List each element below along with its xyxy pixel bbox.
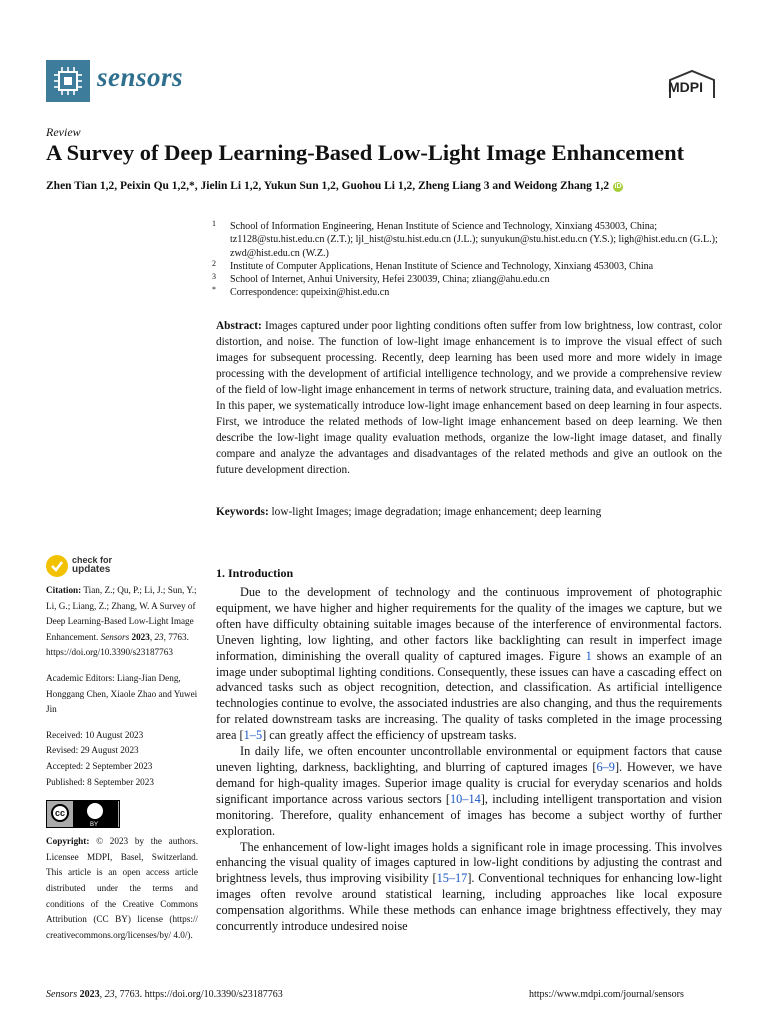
cc-by-license-icon[interactable] — [46, 800, 120, 828]
keywords-label: Keywords: — [216, 506, 269, 518]
keywords — [216, 506, 722, 518]
body-text — [216, 585, 722, 935]
affiliation-mark: 3 — [212, 272, 216, 282]
abstract-text: Images captured under poor lighting conditions often suffer from low brightness, low contrast, color distortion, and noise. The function of low-light image enhancement is to improve the visual effect of such images for subsequent processing. Recently, deep learning has been used more and more widely in image processing with the development of artificial intelligence technology, and we provide a comprehensive review of the field of low-light image enhancement in terms of network structure, training data, and evaluation metrics. In this paper, we systematically introduce low-light image enhancement based on deep learning in four aspects. First, we introduce the related methods of low-light image enhancement based on deep learning. We then describe the low-light image quality evaluation methods, organize the low-light image dataset, and finally compare and analyze the advantages and disadvantages of the related methods and give an outlook on the future development direction. — [216, 320, 723, 476]
citation-journal: Sensors — [100, 631, 130, 642]
affiliation-text: School of Internet, Anhui University, Hefei 230039, China; zliang@ahu.edu.cn — [230, 274, 550, 286]
article-title: A Survey of Deep Learning-Based Low-Light Image Enhancement — [46, 140, 685, 165]
affiliation-mark: 2 — [212, 258, 216, 268]
affiliation-text: School of Information Engineering, Henan Institute of Science and Technology, Xinxiang 453003, China; tz1128@stu.hist.edu.cn (Z.T.); ljl_hist@stu.hist.edu.cn (J.L.); sunyukun@stu.hist.edu.cn (Y.S.); ligh@hist.edu.cn (G.L.); zwd@hist.edu.cn (W.Z.) — [230, 221, 718, 259]
date-received: Received: 10 August 2023 — [46, 729, 144, 740]
check-for-updates-button[interactable] — [46, 555, 198, 581]
copyright — [46, 834, 198, 943]
affiliation-item — [212, 286, 732, 299]
copyright-label: Copyright: — [46, 836, 90, 847]
footer-citation: Sensors 2023, 23, 7763. https://doi.org/10.3390/s23187763 — [46, 989, 283, 1000]
publisher-name: MDPI — [668, 79, 703, 95]
citation-volume: 23 — [154, 631, 164, 642]
affiliations — [212, 220, 732, 300]
abstract-label: Abstract: — [216, 320, 262, 332]
academic-editors: Academic Editors: Liang-Jian Deng, Honggang Chen, Xiaole Zhao and Yuwei Jin — [46, 672, 198, 715]
paragraph: The enhancement of low-light images holds a significant role in image processing. This involves enhancing the visual quality of images captured in low-light conditions by adjusting the contrast and brightness levels, thus improving visibility [15–17]. Conventional techniques for enhancing low-light images often revolve around statistical learning, including approaches like local exposure compensation algorithms. While these methods can enhance image brightness effectively, they may concurrently introduce undesired noise — [216, 839, 722, 934]
paragraph: Due to the development of technology and the continuous improvement of photographic equipment, we have higher and higher requirements for the quality of the images we capture, but we often have difficulty obtaining suitable images because of the interference of environmental factors. Uneven lighting, low lighting, and other factors like backlighting can result in imperfect image information, diminishing the overall quality of captured images. Figure 1 shows an example of an image under suboptimal lighting conditions. Consequently, these issues can have a cascading effect on advanced tasks such as object recognition, detection, and classification. As artificial intelligence technologies continue to evolve, the associated industries are also changing, and thus the requirements for related downstream tasks are increasing. The quality of tasks completed in the image processing area [1–5] can greatly affect the efficiency of upstream tasks. — [216, 585, 722, 743]
journal-name: sensors — [97, 62, 184, 92]
citation-link[interactable]: 1–5 — [243, 728, 263, 743]
keywords-text: low-light Images; image degradation; image enhancement; deep learning — [271, 506, 602, 518]
affiliation-item — [212, 273, 732, 286]
date-revised: Revised: 29 August 2023 — [46, 745, 139, 756]
affiliation-mark: 1 — [212, 219, 216, 228]
citation-label: Citation: — [46, 585, 82, 595]
citation-doi[interactable]: , 7763. https://doi.org/10.3390/s23187763 — [46, 631, 189, 658]
publisher-logo — [666, 68, 718, 100]
check-for-updates-label: check for updates — [72, 555, 113, 575]
by-icon: BY — [73, 801, 118, 827]
date-accepted: Accepted: 2 September 2023 — [46, 760, 153, 771]
footer-journal-url[interactable]: https://www.mdpi.com/journal/sensors — [529, 989, 684, 1000]
citation-year: 2023 — [131, 631, 150, 642]
paragraph: In daily life, we often encounter uncontrollable environmental or equipment factors that cause uneven lighting, darkness, backlighting, and blurring of captured images [6–9]. However, we have demand for high-quality images. Superior image quality is crucial for everyday scenarios and holds significant importance across various sectors [10–14], including intelligent transportation and vision monitoring. Therefore, quality enhancement of images has become a subject worthy of further exploration. — [216, 744, 723, 838]
cc-icon: cc — [51, 804, 69, 822]
figure-reference-link[interactable]: 1 — [585, 648, 592, 663]
sidebar — [46, 555, 198, 943]
copyright-text: © 2023 by the authors. Licensee MDPI, Basel, Switzerland. This article is an open access article distributed under the terms and conditions of the Creative Commons Attribution (CC BY) license (https:// creativecommons.org/licenses/by/ 4.0/). — [46, 836, 198, 940]
citation-link[interactable]: 15–17 — [436, 871, 468, 886]
author-list — [46, 180, 746, 192]
affiliation-mark: * — [212, 285, 216, 295]
citation-link[interactable]: 10–14 — [450, 791, 481, 806]
orcid-icon[interactable]: iD — [614, 183, 622, 190]
abstract — [216, 318, 722, 478]
article-type: Review — [46, 125, 81, 139]
check-for-updates-icon — [46, 555, 68, 577]
citation: Citation: Tian, Z.; Qu, P.; Li, J.; Sun, Y.; Li, G.; Liang, Z.; Zhang, W. A Survey of Deep Learning-Based Low-Light Image Enhancement. Sensors 2023, 23, 7763. https://doi.org/10.3390/s23187763 — [46, 585, 197, 658]
journal-logo-icon — [46, 60, 90, 102]
affiliation-text: Correspondence: qupeixin@hist.edu.cn — [230, 287, 390, 299]
affiliation-item — [212, 260, 732, 273]
affiliation-text: Institute of Computer Applications, Henan Institute of Science and Technology, Xinxiang 453003, China — [230, 260, 654, 272]
citation-link[interactable]: 6–9 — [596, 759, 615, 774]
section-heading: 1. Introduction — [216, 566, 294, 580]
footer-doi-link[interactable]: , 7763. https://doi.org/10.3390/s23187763 — [114, 989, 283, 1000]
date-published: Published: 8 September 2023 — [46, 776, 154, 787]
citation-text: Tian, Z.; Qu, P.; Li, J.; Sun, Y.; Li, G.; Liang, Z.; Zhang, W. A Survey of Deep Learning-Based Low-Light Image Enhancement. — [46, 585, 197, 642]
dates — [46, 728, 198, 790]
author-names: Zhen Tian 1,2, Peixin Qu 1,2,*, Jielin Li 1,2, Yukun Sun 1,2, Guohou Li 1,2, Zheng Liang 3 and Weidong Zhang 1,2 — [46, 180, 610, 192]
affiliation-item — [212, 220, 732, 260]
